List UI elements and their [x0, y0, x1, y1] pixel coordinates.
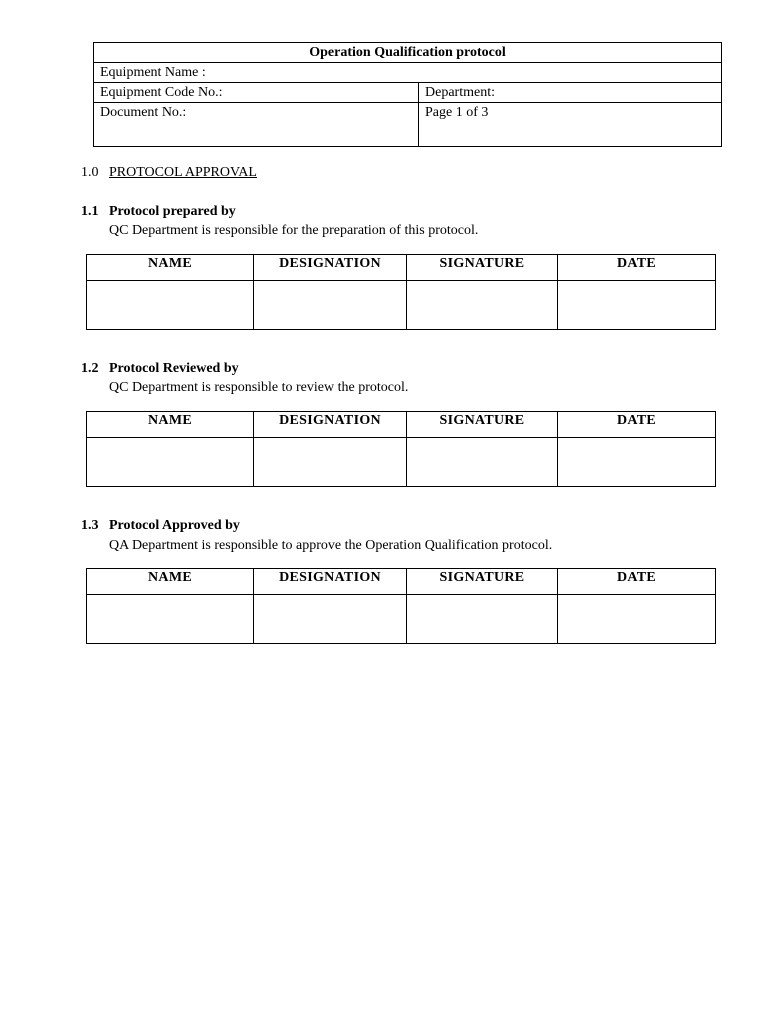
designation-cell[interactable]: [254, 281, 407, 330]
header-table: [93, 42, 722, 147]
date-cell[interactable]: [558, 281, 716, 330]
date-cell[interactable]: [558, 595, 716, 644]
date-cell[interactable]: [558, 438, 716, 487]
subsection-title: Protocol Reviewed by: [109, 361, 239, 376]
column-header-date: DATE: [558, 412, 716, 438]
section-number: 1.0: [81, 165, 99, 180]
column-header-name: NAME: [87, 255, 254, 281]
subsection-heading-1-2: [81, 360, 239, 378]
column-header-signature: SIGNATURE: [407, 255, 558, 281]
department-field: Department:: [419, 83, 722, 103]
reviewed-by-table: [86, 411, 716, 487]
document-no-field: Document No.:: [94, 103, 419, 147]
subsection-number: 1.1: [81, 204, 99, 219]
document-title: Operation Qualification protocol: [94, 43, 722, 63]
subsection-description: QC Department is responsible for the preparation of this protocol.: [109, 223, 479, 238]
designation-cell[interactable]: [254, 438, 407, 487]
subsection-number: 1.2: [81, 361, 99, 376]
section-heading-1-0: [81, 164, 257, 182]
subsection-description: QC Department is responsible to review the protocol.: [109, 380, 409, 395]
subsection-description: QA Department is responsible to approve the Operation Qualification protocol.: [109, 538, 553, 553]
column-header-signature: SIGNATURE: [407, 569, 558, 595]
subsection-heading-1-1: [81, 203, 236, 221]
column-header-name: NAME: [87, 569, 254, 595]
column-header-designation: DESIGNATION: [254, 569, 407, 595]
prepared-by-table: [86, 254, 716, 330]
column-header-name: NAME: [87, 412, 254, 438]
approved-by-table: [86, 568, 716, 644]
column-header-signature: SIGNATURE: [407, 412, 558, 438]
designation-cell[interactable]: [254, 595, 407, 644]
page-number: Page 1 of 3: [419, 103, 722, 147]
equipment-code-field: Equipment Code No.:: [94, 83, 419, 103]
table-row: [87, 438, 716, 487]
subsection-title: Protocol Approved by: [109, 518, 240, 533]
signature-cell[interactable]: [407, 438, 558, 487]
subsection-number: 1.3: [81, 518, 99, 533]
column-header-designation: DESIGNATION: [254, 412, 407, 438]
column-header-date: DATE: [558, 569, 716, 595]
table-row: [87, 595, 716, 644]
column-header-date: DATE: [558, 255, 716, 281]
column-header-designation: DESIGNATION: [254, 255, 407, 281]
signature-cell[interactable]: [407, 595, 558, 644]
subsection-title: Protocol prepared by: [109, 204, 236, 219]
name-cell[interactable]: [87, 438, 254, 487]
name-cell[interactable]: [87, 595, 254, 644]
name-cell[interactable]: [87, 281, 254, 330]
signature-cell[interactable]: [407, 281, 558, 330]
subsection-heading-1-3: [81, 517, 240, 535]
section-title: PROTOCOL APPROVAL: [109, 165, 257, 180]
equipment-name-field: Equipment Name :: [94, 63, 722, 83]
table-row: [87, 281, 716, 330]
